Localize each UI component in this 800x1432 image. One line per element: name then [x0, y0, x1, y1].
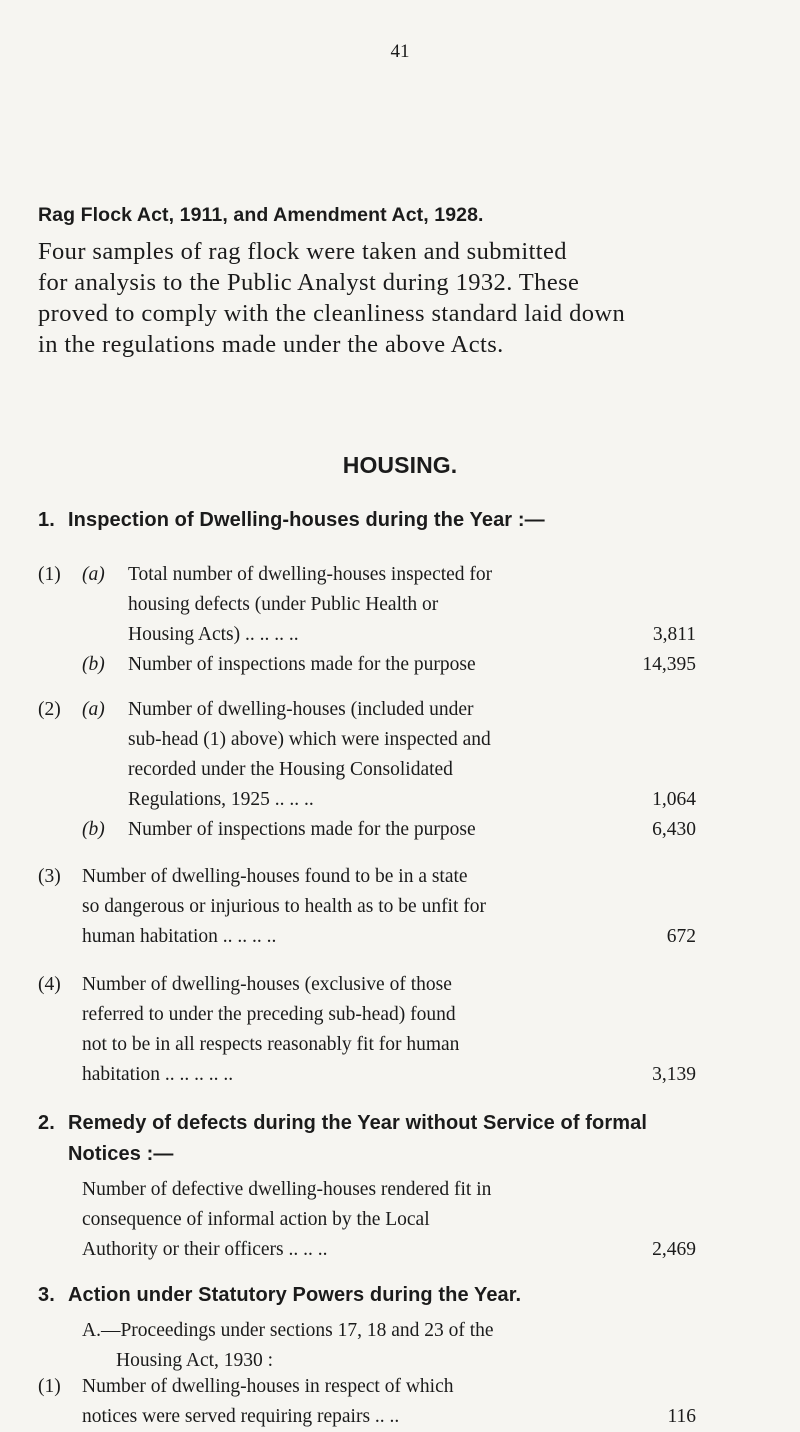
section-heading-text: Remedy of defects during the Year without Service of formal — [68, 1112, 647, 1134]
item-sub-label: (a) — [82, 564, 105, 585]
item-value: 2,469 — [652, 1239, 696, 1260]
item-value: 116 — [667, 1406, 696, 1427]
item-1a — [0, 560, 800, 650]
item-sub-label: (b) — [82, 819, 105, 840]
item-line: habitation .. .. .. .. .. — [82, 1064, 234, 1085]
housing-title: HOUSING. — [342, 452, 458, 478]
paragraph-line: proved to comply with the cleanliness standard laid down — [38, 300, 626, 327]
paragraph-line: in the regulations made under the above Acts. — [38, 331, 504, 358]
item-line: Housing Acts) .. .. .. .. — [128, 624, 299, 645]
item-label: (4) — [38, 974, 61, 995]
item-label: (3) — [38, 866, 61, 887]
item-value: 6,430 — [652, 819, 696, 840]
item-line: human habitation .. .. .. .. — [82, 926, 277, 947]
item-sub-label: (a) — [82, 699, 105, 720]
item-value: 1,064 — [652, 789, 696, 810]
subheading-line: Housing Act, 1930 : — [116, 1350, 274, 1371]
item-text — [128, 695, 633, 815]
item-value: 672 — [666, 926, 696, 947]
item-text — [82, 1372, 632, 1432]
section-3-item-1 — [0, 1372, 800, 1432]
section-heading-text: Notices :— — [68, 1143, 174, 1165]
item-line: Number of inspections made for the purpose — [128, 819, 476, 840]
item-value: 14,395 — [642, 654, 696, 675]
item-line: Number of dwelling-houses (included under — [128, 699, 474, 720]
item-line: notices were served requiring repairs .. .. — [82, 1406, 400, 1427]
rag-flock-paragraph — [38, 236, 758, 360]
section-heading-text: Inspection of Dwelling-houses during the Year :— — [68, 509, 545, 531]
item-label: (1) — [38, 1376, 61, 1397]
item-text — [128, 815, 633, 845]
section-heading-text: Action under Statutory Powers during the Year. — [68, 1284, 522, 1306]
item-label: (1) — [38, 564, 61, 585]
item-4 — [0, 970, 800, 1090]
item-line: so dangerous or injurious to health as to be unfit for — [82, 896, 487, 917]
item-line: recorded under the Housing Consolidated — [128, 759, 453, 780]
section-number: 1. — [38, 509, 55, 531]
item-2a — [0, 695, 800, 815]
section-1-heading — [38, 505, 545, 536]
paragraph-line: Four samples of rag flock were taken and submitted — [38, 238, 567, 265]
item-line: not to be in all respects reasonably fit for human — [82, 1034, 460, 1055]
item-line: sub-head (1) above) which were inspected and — [128, 729, 491, 750]
item-line: referred to under the preceding sub-head) found — [82, 1004, 456, 1025]
section-2-heading — [38, 1108, 778, 1170]
section-number: 3. — [38, 1284, 55, 1306]
item-value: 3,811 — [652, 624, 696, 645]
item-1b — [0, 650, 800, 680]
page-number: 41 — [390, 41, 410, 62]
section-3-subheading — [82, 1316, 642, 1376]
item-line: housing defects (under Public Health or — [128, 594, 439, 615]
item-text — [128, 650, 633, 680]
item-text — [128, 560, 633, 650]
section-number: 2. — [38, 1112, 55, 1134]
item-line: Number of defective dwelling-houses rendered fit in — [82, 1179, 492, 1200]
section-3-heading — [38, 1280, 778, 1311]
item-line: Number of dwelling-houses in respect of which — [82, 1376, 454, 1397]
item-value: 3,139 — [652, 1064, 696, 1085]
item-2b — [0, 815, 800, 845]
item-label: (2) — [38, 699, 61, 720]
item-line: Total number of dwelling-houses inspected for — [128, 564, 493, 585]
item-3 — [0, 862, 800, 952]
item-line: Number of inspections made for the purpose — [128, 654, 476, 675]
subheading-line: A.—Proceedings under sections 17, 18 and 23 of the — [82, 1320, 494, 1341]
item-line: Regulations, 1925 .. .. .. — [128, 789, 314, 810]
rag-flock-heading: Rag Flock Act, 1911, and Amendment Act, 1928. — [38, 204, 484, 226]
item-text — [82, 862, 632, 952]
item-sub-label: (b) — [82, 654, 105, 675]
item-line: consequence of informal action by the Local — [82, 1209, 430, 1230]
item-line: Authority or their officers .. .. .. — [82, 1239, 328, 1260]
section-2-item — [0, 1175, 800, 1265]
item-line: Number of dwelling-houses found to be in a state — [82, 866, 468, 887]
paragraph-line: for analysis to the Public Analyst during 1932. These — [38, 269, 580, 296]
item-line: Number of dwelling-houses (exclusive of those — [82, 974, 452, 995]
item-text — [82, 970, 632, 1090]
item-text — [82, 1175, 632, 1265]
